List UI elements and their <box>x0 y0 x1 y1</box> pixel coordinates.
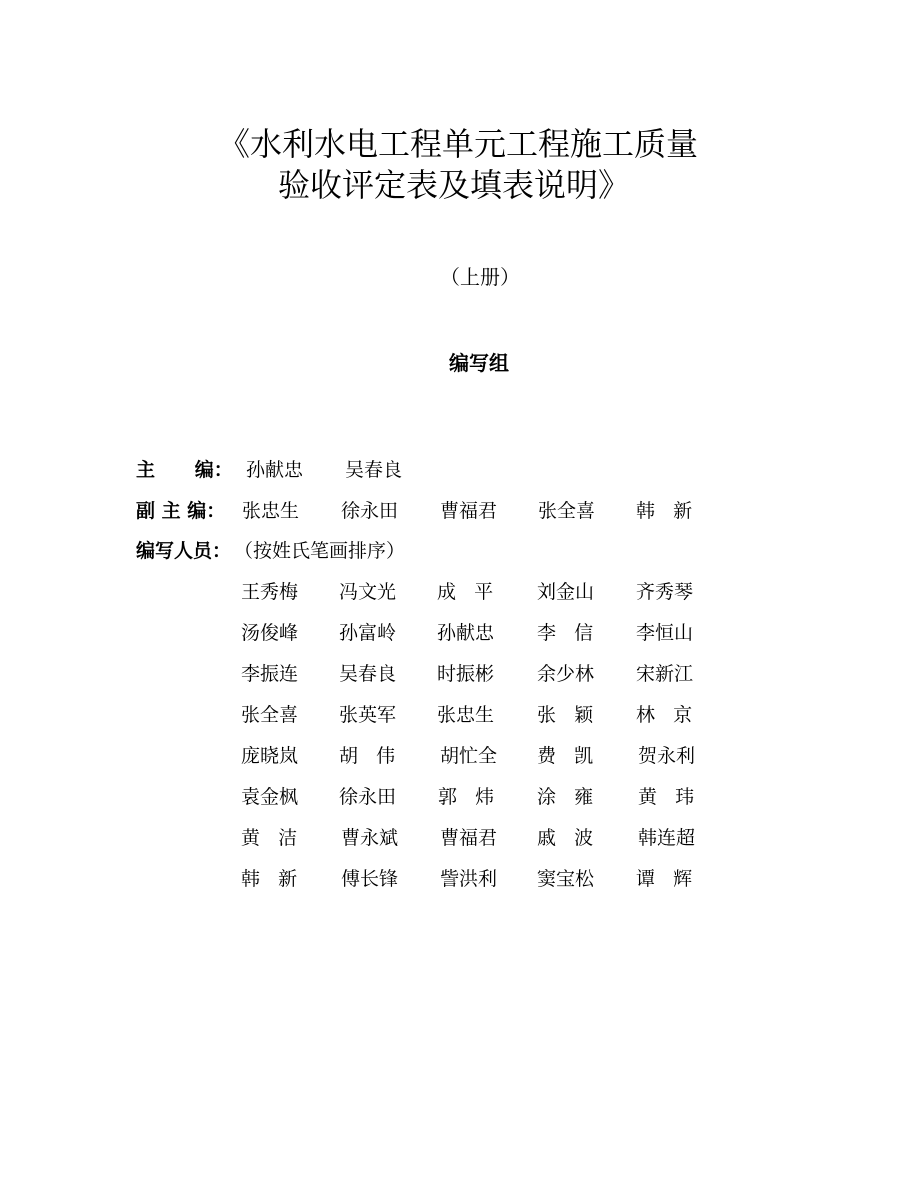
deputy-editor-name: 张全喜 <box>538 500 596 522</box>
writer-name: 宋新江 <box>636 663 694 685</box>
writer-name: 谭 辉 <box>636 868 693 890</box>
deputy-editor-name: 曹福君 <box>440 500 498 522</box>
writer-name: 黄 洁 <box>241 827 298 849</box>
writer-name: 林 京 <box>636 704 693 726</box>
writer-name: 费 凯 <box>537 745 594 767</box>
writer-name: 吴春良 <box>339 663 397 685</box>
writer-name: 张英军 <box>339 704 397 726</box>
writers-label: 编写人员： <box>136 540 232 562</box>
writer-name: 曹福君 <box>440 827 498 849</box>
writer-name: 成 平 <box>437 581 494 603</box>
writer-name: 涂 雍 <box>537 786 594 808</box>
chief-editor-name: 孙献忠 <box>246 459 304 481</box>
writer-name: 张全喜 <box>241 704 299 726</box>
writer-name: 窦宝松 <box>537 868 595 890</box>
writer-name: 汤俊峰 <box>241 622 299 644</box>
writer-name: 庞晓岚 <box>241 745 299 767</box>
writer-name: 訾洪利 <box>440 868 498 890</box>
deputy-editor-label: 副 主 编： <box>136 500 226 522</box>
writer-name: 李 信 <box>537 622 594 644</box>
writer-name: 韩连超 <box>638 827 696 849</box>
deputy-editor-name: 张忠生 <box>242 500 300 522</box>
writer-name: 李恒山 <box>636 622 694 644</box>
writer-name: 孙献忠 <box>437 622 495 644</box>
writer-name: 郭 炜 <box>438 786 495 808</box>
writer-name: 韩 新 <box>241 868 298 890</box>
writer-name: 傅长锋 <box>341 868 399 890</box>
deputy-editor-name: 徐永田 <box>341 500 399 522</box>
writer-name: 曹永斌 <box>341 827 399 849</box>
editorial-group-heading: 编写组 <box>449 351 509 375</box>
writer-name: 余少林 <box>537 663 595 685</box>
writer-name: 胡 伟 <box>339 745 396 767</box>
writer-name: 孙富岭 <box>339 622 397 644</box>
document-title-line-1: 《水利水电工程单元工程施工质量 <box>218 125 699 163</box>
writers-sort-note: （按姓氏笔画排序） <box>234 540 406 562</box>
writer-name: 时振彬 <box>437 663 495 685</box>
volume-label: （上册） <box>440 265 520 289</box>
writer-name: 张忠生 <box>437 704 495 726</box>
writer-name: 刘金山 <box>537 581 595 603</box>
deputy-editor-name: 韩 新 <box>636 500 693 522</box>
document-title-line-2: 验收评定表及填表说明》 <box>278 166 631 204</box>
writer-name: 戚 波 <box>537 827 594 849</box>
writer-name: 李振连 <box>241 663 299 685</box>
writer-name: 袁金枫 <box>241 786 299 808</box>
writer-name: 王秀梅 <box>241 581 299 603</box>
writer-name: 贺永利 <box>638 745 696 767</box>
chief-editor-label: 主 编： <box>136 459 233 481</box>
writer-name: 黄 玮 <box>638 786 695 808</box>
writer-name: 徐永田 <box>339 786 397 808</box>
writer-name: 胡忙全 <box>440 745 498 767</box>
writer-name: 张 颖 <box>537 704 594 726</box>
chief-editor-name: 吴春良 <box>345 459 403 481</box>
writer-name: 冯文光 <box>339 581 397 603</box>
writer-name: 齐秀琴 <box>636 581 694 603</box>
